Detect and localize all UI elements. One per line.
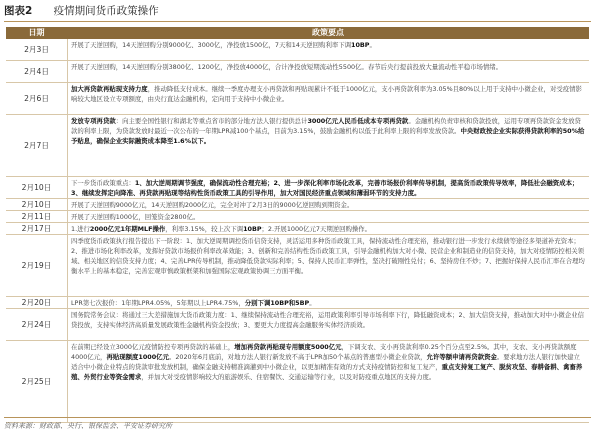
body-text: 。金融机构负责审核和贷款投放，运用专项再贷款资金发放贷款的利率上限，为贷款发放时最近一次公布的一年期LPR减100个基点，目前为3.15%，鼓励金融机构以低于此利率上限的利率发放贷款。 xyxy=(71,117,581,135)
body-text: 。要求地方法人银行加快建立适合中小微企业特点的贷款审批发放机制，确保金融支持精准滴灌到中小微企业，以更加精准有效的方式支持疫情防控和复工复产， xyxy=(71,353,580,371)
body-text: ，推动降低支付成本。继续一季度办理支小再贷款和再贴现累计不低于1000亿元，支小再贷款利率为3.05%且80%以上用于支持中小微企业，对受疫情影响较大地区设立专项额度，由央行直达金融机构，定向用于支持中小微企业。 xyxy=(71,85,582,103)
row-content xyxy=(67,39,589,60)
emphasis-text: 10BP xyxy=(351,41,370,49)
body-text: ，下调支农、支小再贷款利率0.25个百分点至2.5%。其中，支农、支小再贷款额度4000亿元， xyxy=(71,343,577,361)
row-date: 2月17日 xyxy=(6,223,68,234)
row-content xyxy=(67,223,589,234)
body-text: ：向主要全国性银行和湖北等重点省市的部分地方法人银行提供总计 xyxy=(115,117,308,125)
table-row xyxy=(6,223,589,235)
policy-table xyxy=(6,39,589,423)
emphasis-text: 发放专项再贷款 xyxy=(71,117,116,125)
row-date: 2月24日 xyxy=(6,309,68,340)
row-date: 2月3日 xyxy=(6,39,68,60)
row-date: 2月4日 xyxy=(6,61,68,82)
row-content xyxy=(67,61,589,82)
table-row xyxy=(6,309,589,341)
body-text: 国务院常务会议：将通过三大差措施加大货币政策力度：1、继续保持流动性合理充裕，运用政策利率引导市场利率下行，降低融资成本；2、加大信贷支持，推动加大对中小微企业信贷投放，支持实体经济高质量发展政策性金融机构资金投放；3、要更大力度提高金融服务实体经济质效。 xyxy=(71,311,584,329)
table-header xyxy=(6,27,589,39)
header-content: 政策要点 xyxy=(312,28,344,37)
table-row xyxy=(6,341,589,423)
table-row xyxy=(6,83,589,115)
table-row xyxy=(6,199,589,211)
emphasis-text: 加大再贷款再贴现支持力度 xyxy=(71,85,148,93)
emphasis-text: 2000亿元1年期MLF操作 xyxy=(89,225,166,233)
body-text: ，并加大对受疫情影响较大的旅游娱乐、住宿餐饮、交通运输等行业，以及对防疫重点地区的支持力度。 xyxy=(141,373,436,381)
row-content xyxy=(67,115,589,176)
emphasis-text: 1、加大逆周期调节强度，确保流动性合理充裕；2、进一步深化利率市场化改革，完善市场报价利率传导机制，提高货币政策传导效率，降低社会融资成本；3、继续发挥定向降准、再贷款再贴现等结构性货币政策工具的引导作用，加大对国民经济重点领域和薄弱环节的支持力度。 xyxy=(71,179,579,197)
header-date: 日期 xyxy=(28,28,45,37)
source-note: 资料来源：财政部、央行、银保监会、平安证券研究所 xyxy=(4,417,591,431)
emphasis-text: 重点支持复工复产、脱贫攻坚、春耕备耕、禽畜养殖、外贸行业等资金需求 xyxy=(71,363,583,381)
body-text: 开展了天逆回购，14天逆回购分别9000亿、3000亿，净投放1500亿，7天和14天逆回购利率下调 xyxy=(71,41,352,49)
body-text: 开展了天逆回购，14天逆回购分别3800亿、1200亿，净投放4000亿，合计净投放短期流动性5500亿。春节后央行提前投放大量流动性平稳市场情绪。 xyxy=(71,63,503,71)
row-content xyxy=(67,235,589,296)
body-text: LPR第七次报价：1年期LPR4.05%，5年期以上LPR4.75%， xyxy=(71,299,245,307)
row-date: 2月20日 xyxy=(6,297,68,308)
table-row xyxy=(6,177,589,199)
body-text: 开展了天逆回购9000亿元，14天逆回购2000亿元，完全对冲了2月3日的9000亿逆回购到期资金。 xyxy=(71,201,354,209)
table-row xyxy=(6,211,589,223)
row-date: 2月7日 xyxy=(6,115,68,176)
emphasis-text: 再贴现额度1000亿元 xyxy=(106,353,169,361)
body-text: 。 xyxy=(369,41,376,49)
figure-title xyxy=(4,2,159,20)
row-date: 2月10日 xyxy=(6,199,68,210)
table-row xyxy=(6,39,589,61)
body-text: 下一步货币政策重点： xyxy=(71,179,135,187)
body-text: ，利率3.15%，较上次下调 xyxy=(165,225,244,233)
row-content xyxy=(67,177,589,198)
table-row xyxy=(6,235,589,297)
body-text: 开展了天逆回购1000亿，回笼资金2800亿。 xyxy=(71,213,200,221)
body-text: ；2.开展1000亿元7天期逆回购操作。 xyxy=(261,225,372,233)
emphasis-text: 中央财政按企业实际获得贷款利率的50%给予贴息，确保企业实际融资成本降至1.6%以下。 xyxy=(71,127,585,145)
figure-caption: 疫情期间货币政策操作 xyxy=(53,5,159,17)
table-row xyxy=(6,297,589,309)
row-content xyxy=(67,199,589,210)
row-date: 2月25日 xyxy=(6,341,68,422)
body-text: 。 xyxy=(309,299,316,307)
body-text: 。2020年6月底前，对地方法人银行新发放不高于LPR加50个基点的普惠型小微企业贷款， xyxy=(168,353,427,361)
row-date: 2月10日 xyxy=(6,177,68,198)
emphasis-text: 增加再贷款再贴现专用额度5000亿元 xyxy=(234,343,342,351)
figure-number: 图表2 xyxy=(4,5,33,17)
emphasis-text: 10BP xyxy=(243,225,262,233)
row-content xyxy=(67,297,589,308)
row-content xyxy=(67,341,589,422)
row-content xyxy=(67,211,589,222)
emphasis-text: 允许等额申请再贷款资金 xyxy=(426,353,497,361)
row-date: 2月19日 xyxy=(6,235,68,296)
body-text: 1.进行 xyxy=(71,225,90,233)
emphasis-text: 分别下调10BP和5BP xyxy=(244,299,310,307)
row-date: 2月11日 xyxy=(6,211,68,222)
title-divider xyxy=(4,21,591,22)
body-text: 四季度货币政策执行报告提出下一阶段：1、加大逆周期调控货币信贷支持，灵活运用多种货币政策工具，保持流动性合理充裕，推动银行进一步发行永续债等途径多渠道补充资本；2、推进市场化利率改革，发挥好贷款市场报价利率改革效能；3、创新和完善结构性货币政策工具，引导金融机构加大对小微、民营企业和制造业的信贷支持，加大对疫情防控相关领域、相关地区的信贷支持力度；4、完善LPR传导机制，推动降低贷款实际利率；5、保持人民币汇率弹性，坚决打破刚性兑付；6、坚持房住不炒；7、把握好保持人民币汇率在合理均衡水平上的基本稳定，完善宏观审慎政策框架和加强国际宏观政策协调三方面平衡。 xyxy=(71,237,585,275)
body-text: 在前期已经设立3000亿元疫情防控专项再贷款的基础上， xyxy=(71,343,235,351)
table-row xyxy=(6,61,589,83)
table-row xyxy=(6,115,589,177)
row-content xyxy=(67,83,589,114)
emphasis-text: 3000亿元人民币低成本专项再贷款 xyxy=(307,117,409,125)
row-content xyxy=(67,309,589,340)
row-date: 2月6日 xyxy=(6,83,68,114)
